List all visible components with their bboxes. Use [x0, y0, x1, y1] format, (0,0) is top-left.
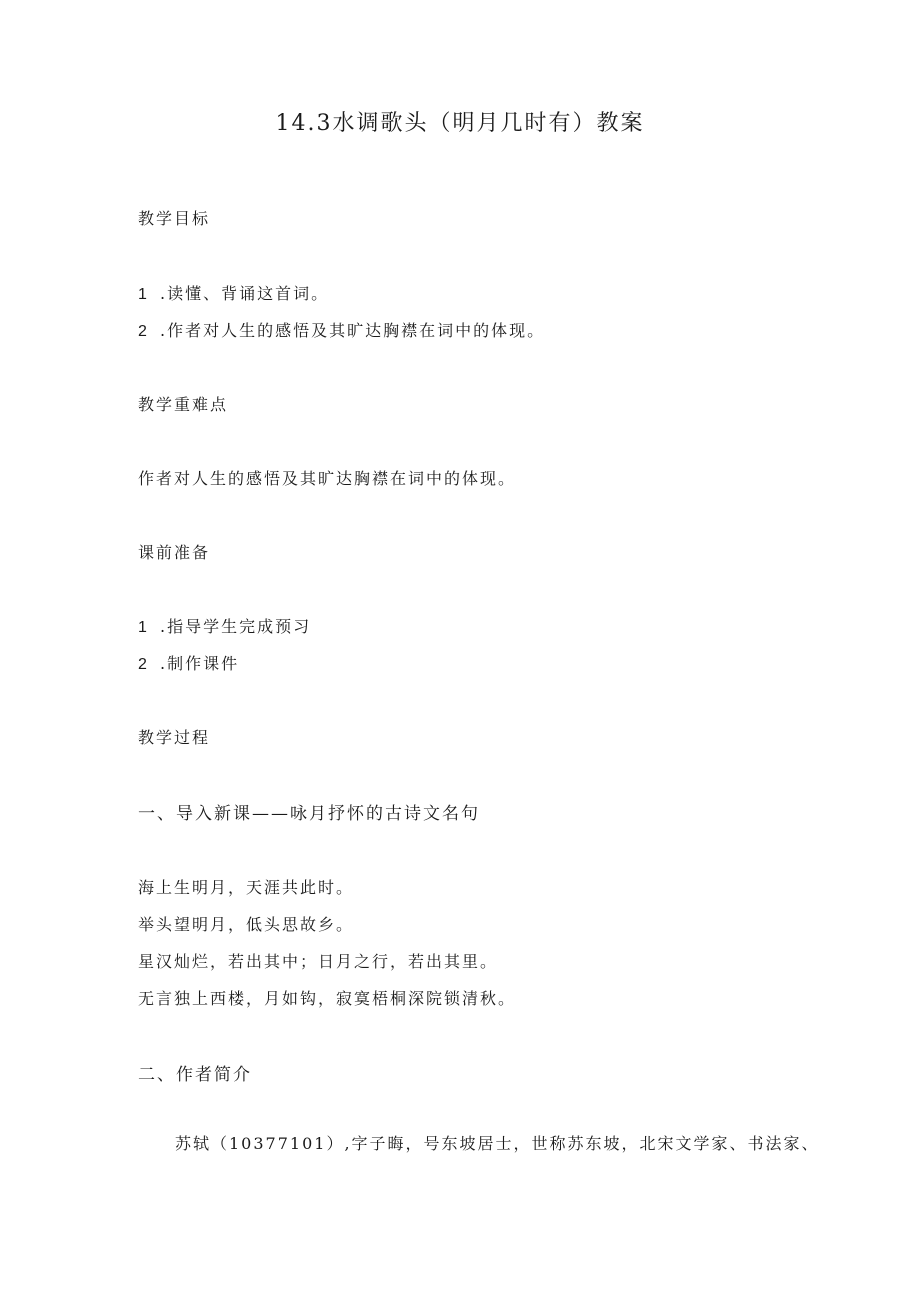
heading-author-intro: 二、作者简介 [138, 1065, 252, 1085]
objective-text-2: .作者对人生的感悟及其旷达胸襟在词中的体现。 [160, 321, 546, 340]
poem-line-2: 举头望明月，低头思故乡。 [138, 915, 355, 934]
preparation-text-2: .制作课件 [160, 654, 240, 673]
preparation-item-1 [138, 614, 311, 637]
preparation-text-1: .指导学生完成预习 [160, 617, 312, 636]
objective-text-1: .读懂、背诵这首词。 [160, 284, 330, 303]
poem-line-3: 星汉灿烂，若出其中；日月之行，若出其里。 [138, 952, 499, 971]
objective-number-1: 1 [138, 286, 147, 303]
preparation-number-2: 2 [138, 656, 147, 673]
objective-item-2 [138, 318, 545, 341]
author-intro-text: 苏轼（10377101）,字子晦，号东坡居士，世称苏东坡，北宋文学家、书法家、 [175, 1134, 820, 1153]
key-points-text: 作者对人生的感悟及其旷达胸襟在词中的体现。 [138, 469, 517, 488]
poem-line-4: 无言独上西楼，月如钩，寂寞梧桐深院锁清秋。 [138, 989, 517, 1008]
heading-preparation: 课前准备 [138, 543, 211, 562]
heading-introduction: 一、导入新课——咏月抒怀的古诗文名句 [138, 804, 480, 824]
poem-line-1: 海上生明月，天涯共此时。 [138, 878, 355, 897]
page-title: 14.3水调歌头（明月几时有）教案 [275, 111, 645, 136]
objective-item-1 [138, 281, 329, 304]
heading-process: 教学过程 [138, 728, 211, 747]
objective-number-2: 2 [138, 323, 147, 340]
preparation-item-2 [138, 651, 239, 674]
heading-key-points: 教学重难点 [138, 395, 229, 414]
preparation-number-1: 1 [138, 619, 147, 636]
heading-objectives: 教学目标 [138, 209, 211, 228]
